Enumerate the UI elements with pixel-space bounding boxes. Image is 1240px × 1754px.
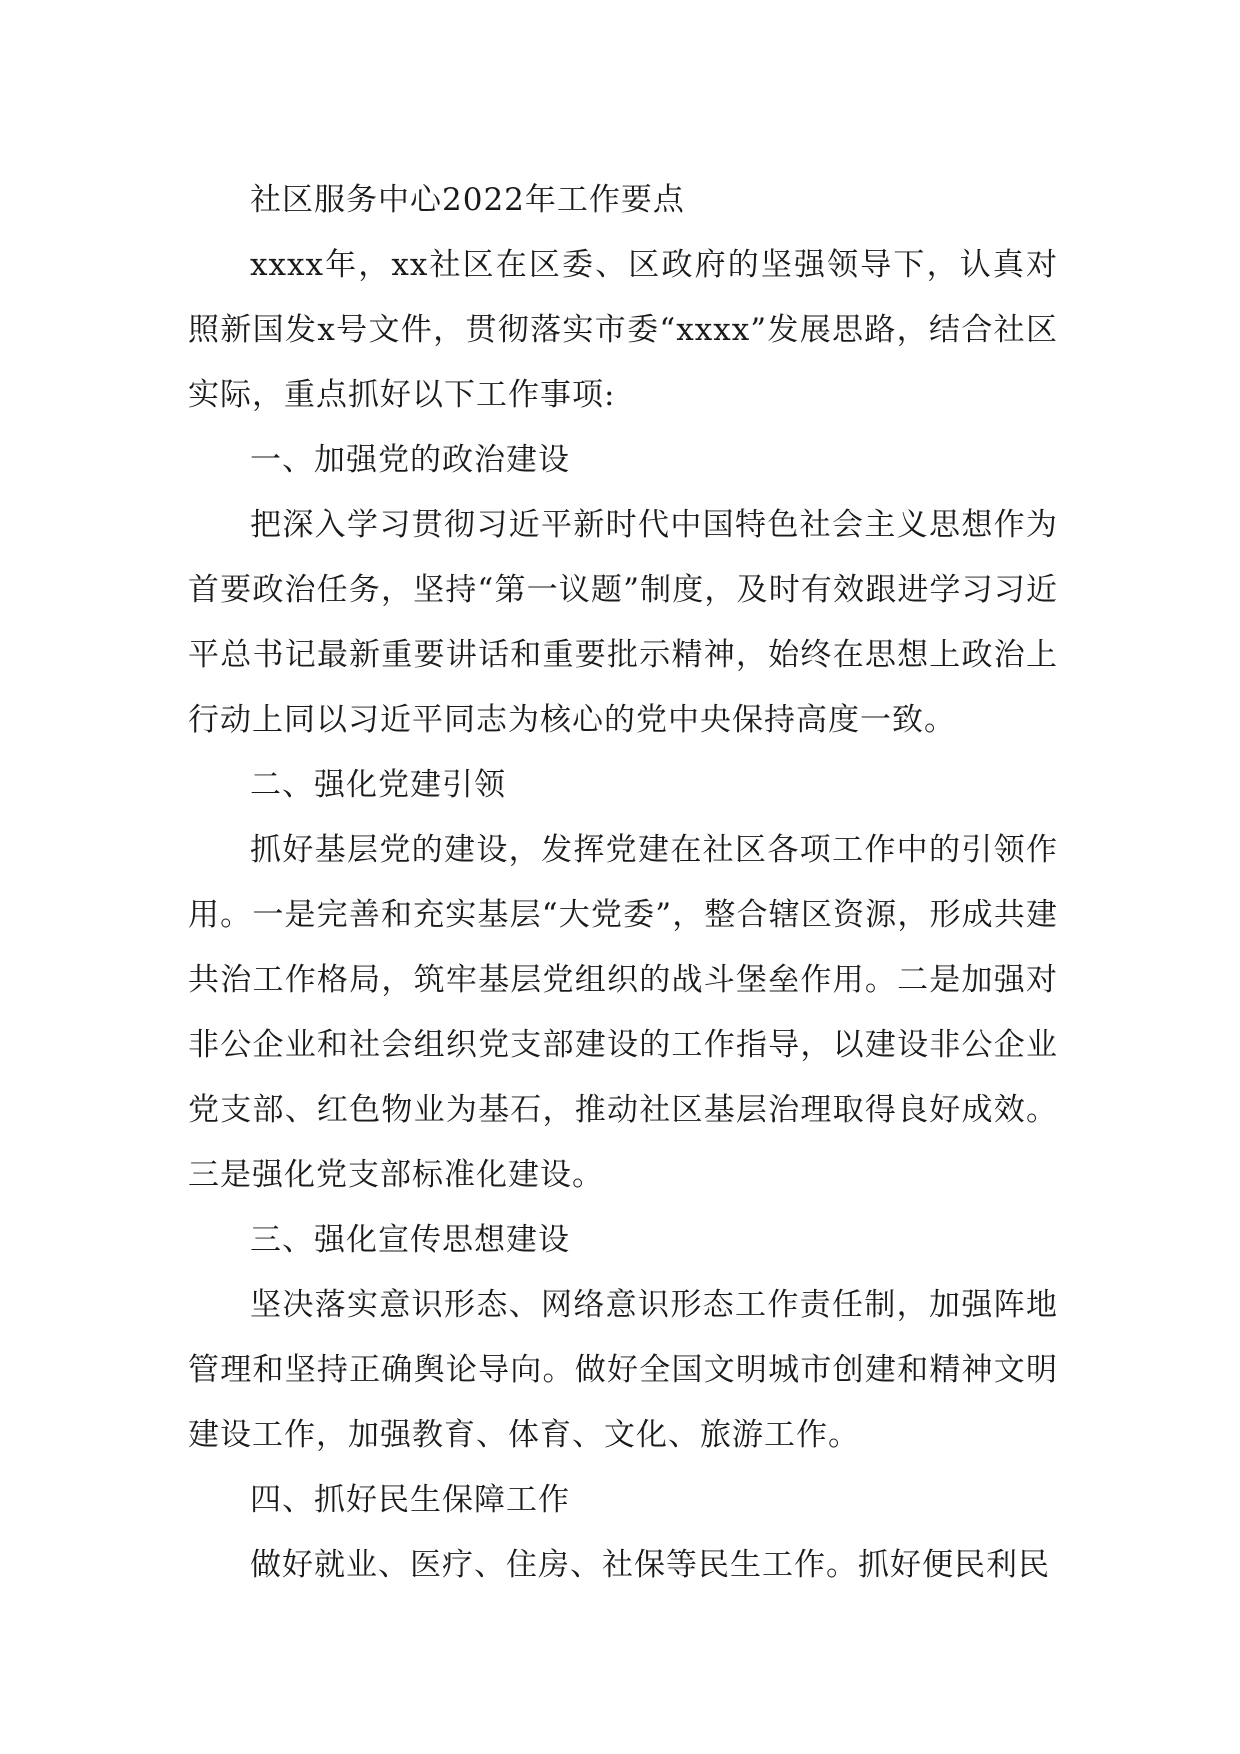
document-title: 社区服务中心2022年工作要点	[250, 182, 685, 218]
section-body-2: 抓好基层党的建设，发挥党建在社区各项工作中的引领作用。一是完善和充实基层“大党委”，整合辖区资源，形成共建共治工作格局，筑牢基层党组织的战斗堡垒作用。二是加强对非公企业和社会组织党支部建设的工作指导，以建设非公企业党支部、红色物业为基石，推动社区基层治理取得良好成效。三是强化党支部标准化建设。	[188, 832, 1058, 1193]
section-body-4: 做好就业、医疗、住房、社保等民生工作。抓好便民利民	[250, 1547, 1050, 1583]
document-body	[188, 168, 1058, 1598]
section-body-1: 把深入学习贯彻习近平新时代中国特色社会主义思想作为首要政治任务，坚持“第一议题”制度，及时有效跟进学习习近平总书记最新重要讲话和重要批示精神，始终在思想上政治上行动上同以习近平同志为核心的党中央保持高度一致。	[188, 507, 1058, 738]
section-heading-4: 四、抓好民生保障工作	[250, 1482, 570, 1518]
section-heading-1: 一、加强党的政治建设	[250, 442, 570, 478]
section-body-3: 坚决落实意识形态、网络意识形态工作责任制，加强阵地管理和坚持正确舆论导向。做好全国文明城市创建和精神文明建设工作，加强教育、体育、文化、旅游工作。	[188, 1287, 1058, 1453]
section-heading-3: 三、强化宣传思想建设	[250, 1222, 570, 1258]
intro-paragraph: xxxx年，xx社区在区委、区政府的坚强领导下，认真对照新国发x号文件，贯彻落实市委“xxxx”发展思路，结合社区实际，重点抓好以下工作事项:	[188, 247, 1058, 413]
section-heading-2: 二、强化党建引领	[250, 767, 506, 803]
